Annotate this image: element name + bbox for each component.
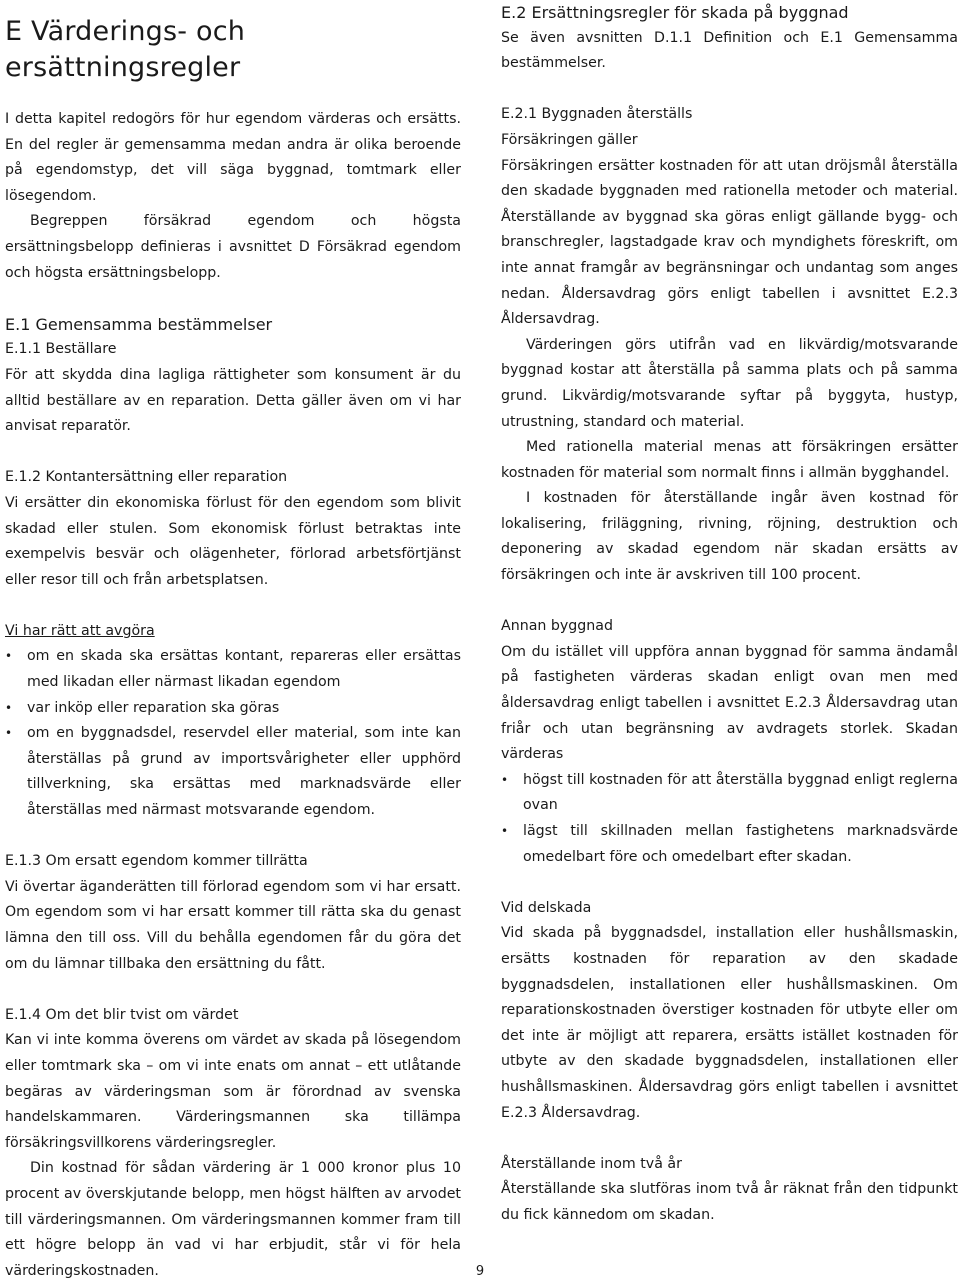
page-number: 9 <box>475 1264 485 1279</box>
list-item: • om en skada ska ersättas kontant, repareras eller ersättas med likadan eller närmast likadan egendom <box>5 644 461 695</box>
section-e21-paragraph-3: Med rationella material menas att försäkringen ersätter kostnaden för material som normalt finns i allmän bygghandel. <box>501 439 958 481</box>
rights-label: Vi har rätt att avgöra <box>5 622 155 639</box>
annan-byggnad-label: Annan byggnad <box>501 618 613 635</box>
section-e21-paragraph-4: I kostnaden för återställande ingår även kostnad för lokalisering, friläggning, rivning, röjning, destruktion och deponering av skadad egendom när skadan ersätts av försäkringen och inte är avskriven till 100 procent. <box>501 490 958 584</box>
section-e21-paragraph-2: Värderingen görs utifrån vad en likvärdig/motsvarande byggnad kostar att återställa på samma plats och på samma grund. Likvärdig/motsvarande syftar på byggyta, hustyp, utrustning, standard och material. <box>501 336 958 430</box>
tva-ar-label: Återställande inom två år <box>501 1155 682 1172</box>
section-e2-heading: E.2 Ersättningsregler för skada på byggnad <box>501 3 849 22</box>
section-e11-heading: E.1.1 Beställare <box>5 341 117 358</box>
list-item: • lägst till skillnaden mellan fastighetens marknadsvärde omedelbart före och omedelbart efter skadan. <box>501 819 958 870</box>
list-item: • var inköp eller reparation ska göras <box>5 696 461 722</box>
section-e21-heading: E.2.1 Byggnaden återställs <box>501 106 693 123</box>
section-e12-text: Vi ersätter din ekonomiska förlust för den egendom som blivit skadad eller stulen. Som ekonomisk förlust betraktas inte exempelvis besvär och olägenheter, förlorad arbetsförtjänst eller resor till och från arbetsplatsen. <box>5 494 461 588</box>
annan-byggnad-text: Om du istället vill uppföra annan byggnad för samma ändamål på fastigheten värderas skadan enligt ovan men med åldersavdrag enligt tabellen i avsnittet E.2.3 Åldersavdrag utan friår och utan begränsning av avdragets storlek. Skadan värderas <box>501 643 958 763</box>
intro-paragraph-1: I detta kapitel redogörs för hur egendom värderas och ersätts. En del regler är gemensamma medan andra är olika beroende på egendomstyp, det vill säga byggnad, tomtmark eller lösegendom. <box>5 111 461 204</box>
list-item: • högst till kostnaden för att återställa byggnad enligt reglerna ovan <box>501 768 958 819</box>
section-e21-label: Försäkringen gäller <box>501 131 638 148</box>
section-e13-heading: E.1.3 Om ersatt egendom kommer tillrätta <box>5 853 308 870</box>
section-e13-text: Vi övertar äganderätten till förlorad egendom som vi har ersatt. Om egendom som vi har ersatt kommer till rätta ska du genast lämna den till oss. Vill du behålla egendomen får du göra det om du lämnar tillbaka den ersättning du fått. <box>5 878 461 972</box>
tva-ar-text: Återställande ska slutföras inom två år räknat från den tidpunkt du fick kännedom om skadan. <box>501 1181 958 1223</box>
delskada-text: Vid skada på byggnadsdel, installation eller hushållsmaskin, ersätts kostnaden för reparation av den skadade byggnadsdelen, installationen eller hushållsmaskinen. Om reparationskostnaden överstiger kostnaden för utbyte eller om det inte är möjligt att reparera, ersätts istället kostnaden för utbyte av den skadade byggnadsdelen, installationen eller hushållsmaskinen. Åldersavdrag görs enligt tabellen i avsnittet E.2.3 Åldersavdrag. <box>501 925 958 1121</box>
right-column <box>501 0 958 1229</box>
chapter-title: E Värderings- och ersättningsregler <box>5 16 246 83</box>
intro-paragraph-2: Begreppen försäkrad egendom och högsta ersättningsbelopp definieras i avsnittet D Försäkrad egendom och högsta ersättningsbelopp. <box>5 213 461 281</box>
section-e14-paragraph-1: Kan vi inte komma överens om värdet av skada på lösegendom eller tomtmark ska – om vi inte enats om annat – ett utlåtande begäras av värderingsman som är förordnad av svenska handelskammaren. Värderingsmannen ska tillämpa försäkringsvillkorens värderingsregler. <box>5 1032 461 1151</box>
annan-byggnad-list <box>501 768 958 870</box>
rights-list <box>5 644 461 823</box>
list-item: • om en byggnadsdel, reservdel eller material, som inte kan återställas på grund av importsvårigheter eller upphörd tillverkning, ska ersättas med marknadsvärde eller återställas med närmast motsvarande egendom. <box>5 721 461 823</box>
section-e12-heading: E.1.2 Kontantersättning eller reparation <box>5 469 288 486</box>
delskada-label: Vid delskada <box>501 899 592 916</box>
section-e11-text: För att skydda dina lagliga rättigheter som konsument är du alltid beställare av en reparation. Detta gäller även om vi har anvisat reparatör. <box>5 366 461 435</box>
section-e21-paragraph-1: Försäkringen ersätter kostnaden för att utan dröjsmål återställa den skadade byggnaden med rationella metoder och material. Återställande av byggnad ska göras enligt gällande bygg- och branschregler, lagstadgade krav och myndighets föreskrift, om inte annat framgår av begränsningar och undantag som anges nedan. Åldersavdrag görs enligt tabellen i avsnittet E.2.3 Åldersavdrag. <box>501 157 958 328</box>
section-e2-intro: Se även avsnitten D.1.1 Definition och E.1 Gemensamma bestämmelser. <box>501 29 958 72</box>
section-e14-heading: E.1.4 Om det blir tvist om värdet <box>5 1006 239 1023</box>
left-column <box>5 0 461 1284</box>
section-e14-paragraph-2: Din kostnad för sådan värdering är 1 000 kronor plus 10 procent av överskjutande belopp, men högst hälften av arvodet till värderingsmannen. Om värderingsmannen kommer fram till ett högre belopp än vad vi har erbjudit, står vi för hela värderingskostnaden. <box>5 1160 461 1279</box>
section-e1-heading: E.1 Gemensamma bestämmelser <box>5 314 273 334</box>
